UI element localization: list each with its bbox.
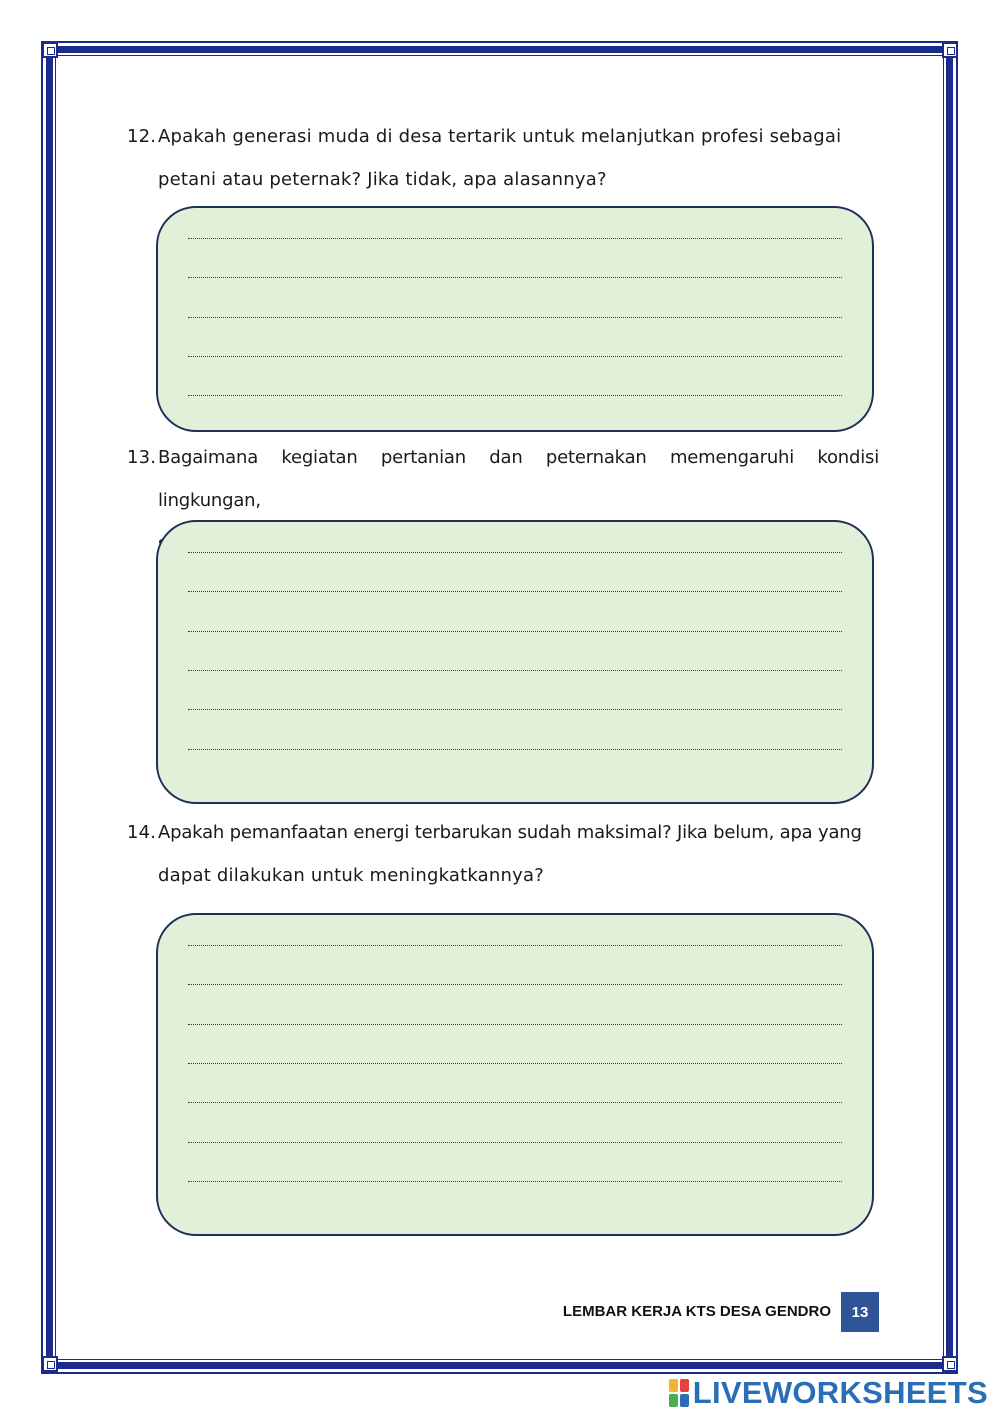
question-number: 14.	[127, 822, 157, 843]
answer-dotted-line	[188, 1102, 842, 1103]
frame-corner-ornament	[942, 1356, 958, 1372]
answer-dotted-line	[188, 356, 842, 357]
answer-box-14[interactable]	[156, 913, 874, 1236]
question-text-line: dapat dilakukan untuk meningkatkannya?	[158, 865, 544, 886]
answer-box-12[interactable]	[156, 206, 874, 432]
answer-dotted-line	[188, 631, 842, 632]
question-number: 12.	[127, 126, 157, 147]
answer-dotted-line	[188, 317, 842, 318]
answer-dotted-line	[188, 1142, 842, 1143]
answer-dotted-line	[188, 670, 842, 671]
question-text-line: Apakah generasi muda di desa tertarik untuk melanjutkan profesi sebagai	[158, 126, 842, 147]
answer-dotted-line	[188, 591, 842, 592]
question-text-line: Bagaimana kegiatan pertanian dan peternakan memengaruhi kondisi lingkungan,	[158, 447, 879, 511]
answer-dotted-line	[188, 1063, 842, 1064]
watermark-text: LIVEWORKSHEETS	[692, 1375, 988, 1410]
question-12	[127, 115, 879, 201]
question-number: 13.	[127, 447, 157, 468]
answer-dotted-line	[188, 552, 842, 553]
answer-dotted-line	[188, 709, 842, 710]
answer-dotted-line	[188, 945, 842, 946]
answer-dotted-line	[188, 749, 842, 750]
page-number-badge: 13	[841, 1292, 879, 1332]
question-text-line: petani atau peternak? Jika tidak, apa alasannya?	[158, 169, 607, 190]
answer-dotted-line	[188, 1181, 842, 1182]
answer-dotted-line	[188, 984, 842, 985]
answer-box-13[interactable]	[156, 520, 874, 804]
answer-dotted-line	[188, 277, 842, 278]
footer-title: LEMBAR KERJA KTS DESA GENDRO	[562, 1303, 831, 1320]
answer-dotted-line	[188, 238, 842, 239]
frame-corner-ornament	[42, 1356, 58, 1372]
answer-dotted-line	[188, 395, 842, 396]
question-14	[127, 811, 879, 897]
question-text-line: Apakah pemanfaatan energi terbarukan sudah maksimal? Jika belum, apa yang	[158, 822, 862, 843]
liveworksheets-logo-icon	[669, 1379, 689, 1407]
answer-dotted-line	[188, 1024, 842, 1025]
liveworksheets-watermark[interactable]	[669, 1376, 988, 1410]
frame-corner-ornament	[42, 42, 58, 58]
frame-corner-ornament	[942, 42, 958, 58]
